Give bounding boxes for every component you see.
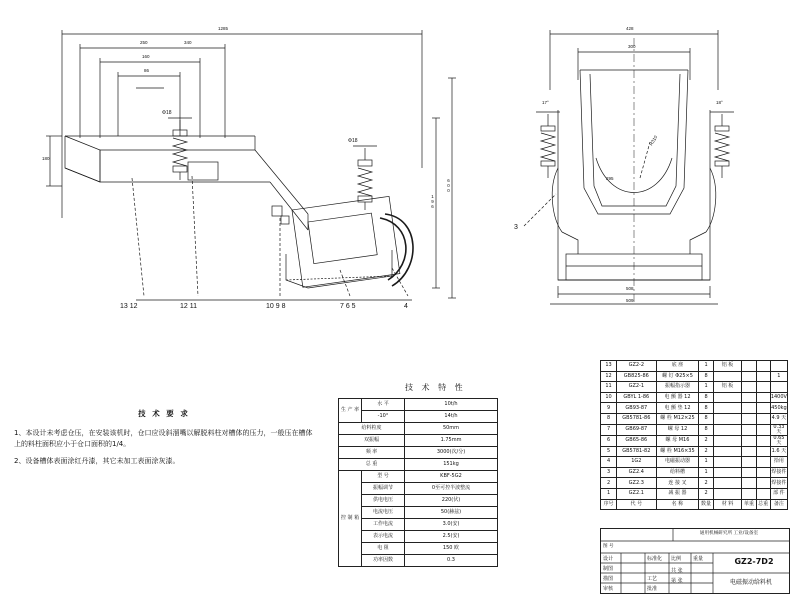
bom-cell-name: 电磁振动器: [656, 457, 699, 468]
tb-cell-process: 工艺: [647, 576, 658, 582]
bom-cell-name: 螺 母 M16: [656, 435, 699, 446]
table-row: [601, 413, 788, 424]
bom-cell-unit: [742, 435, 756, 446]
bom-cell-mat: [713, 435, 742, 446]
bom-cell-total: [756, 413, 770, 424]
tb-cell-sheet-no: 第 张: [671, 578, 683, 584]
spec-value: 0.3: [405, 555, 498, 567]
bom-cell-unit: [742, 382, 756, 393]
balloon-13-12: 13 12: [120, 303, 138, 310]
bom-cell-no: 5: [601, 446, 617, 457]
table-row: [339, 531, 498, 543]
requirement-item-1: 1、本设计未考虑仓压，在安装该机时，仓口应设斜溜嘴以解脱料柱对槽体的压力，一般压在槽体上的料柱面积应小于仓口面积的1/4。: [14, 429, 313, 448]
bom-cell-qty: 8: [699, 403, 713, 414]
bom-cell-qty: 2: [699, 435, 713, 446]
table-row: [339, 459, 498, 471]
dim-r-295: 295: [606, 176, 614, 181]
dim-r-300: 300: [628, 44, 636, 49]
table-row: [339, 435, 498, 447]
dim-right-1: 196: [430, 194, 435, 209]
tb-cell-weight: 重量: [693, 556, 704, 562]
spec-sub: 电流电压: [362, 507, 405, 519]
spec-sub: 总 重: [339, 459, 405, 471]
spec-value: 10t/h: [405, 399, 498, 411]
bom-cell-qty: 2: [699, 478, 713, 489]
bom-cell-qty: 8: [699, 424, 713, 435]
bom-cell-note: 拾用: [770, 457, 787, 468]
hole-label-1: Φ18: [162, 110, 172, 116]
bom-cell-total: [756, 361, 770, 372]
bom-cell-note: 1.6 天: [770, 446, 787, 457]
bom-cell-name: 振幅指示器: [656, 382, 699, 393]
bom-cell-code: GZ2-2: [617, 361, 656, 372]
dim-left-1: 180: [42, 156, 50, 161]
dim-r-radius: R310: [648, 134, 659, 147]
bom-cell-mat: [713, 446, 742, 457]
bom-cell-no: 8: [601, 413, 617, 424]
dim-top-2: 340: [184, 40, 192, 45]
table-row: [339, 543, 498, 555]
tb-cell-scale: 比例: [671, 556, 682, 562]
bom-cell-no: 1: [601, 488, 617, 499]
bom-cell-unit: [742, 392, 756, 403]
bom-header-total: 总重: [756, 499, 770, 510]
bom-cell-name: 电 颤 器 12: [656, 392, 699, 403]
table-row: [339, 507, 498, 519]
institute-name: 通用机械研究所 工业/设备室: [699, 531, 759, 536]
bom-cell-code: GB5781-82: [617, 446, 656, 457]
bom-header-note: 备注: [770, 499, 787, 510]
bom-cell-qty: 1: [699, 457, 713, 468]
dim-top-1: 250: [140, 40, 148, 45]
drawing-main-title: GZ2-7D2: [734, 557, 774, 566]
bom-cell-unit: [742, 361, 756, 372]
table-row: [601, 488, 788, 499]
bom-header-mat: 材 料: [713, 499, 742, 510]
spec-sub: 频 率: [339, 447, 405, 459]
bom-cell-no: 7: [601, 424, 617, 435]
bom-cell-code: GB825-86: [617, 371, 656, 382]
requirements-heading: 技 术 要 求: [138, 409, 190, 418]
bom-cell-unit: [742, 457, 756, 468]
spec-value: 2.5(安): [405, 531, 498, 543]
bom-cell-mat: [713, 413, 742, 424]
spec-value: 50mm: [405, 423, 498, 435]
bom-cell-note: 4.9 天: [770, 413, 787, 424]
bom-cell-mat: 铝 板: [713, 361, 742, 372]
left-view-svg: [40, 18, 470, 318]
spec-sub: 供电电压: [362, 495, 405, 507]
bom-cell-qty: 2: [699, 488, 713, 499]
tb-cell-approve: 批准: [647, 586, 658, 592]
spec-sub: -10°: [362, 411, 405, 423]
bom-cell-mat: 铝 板: [713, 382, 742, 393]
bom-header-row: [601, 499, 788, 510]
bom-cell-note: 1: [770, 371, 787, 382]
spec-sub: 给料粒度: [339, 423, 405, 435]
bom-cell-qty: 1: [699, 382, 713, 393]
spec-value: 150 欧: [405, 543, 498, 555]
bom-cell-name: 底 座: [656, 361, 699, 372]
requirement-item-2: 2、设备槽体表面涂红丹漆，其它未加工表面涂灰漆。: [14, 456, 180, 465]
tech-spec-table: [338, 398, 498, 567]
bom-header-code: 代 号: [617, 499, 656, 510]
bom-cell-name: 电 颤 垫 12: [656, 403, 699, 414]
drawing-sub-title: 电磁振动给料机: [729, 579, 772, 586]
spec-value: 3.0(安): [405, 519, 498, 531]
table-row: [601, 392, 788, 403]
bom-cell-total: [756, 446, 770, 457]
bom-header-name: 名 称: [656, 499, 699, 510]
bom-cell-name: 给料槽: [656, 467, 699, 478]
bom-cell-name: 减 振 器: [656, 488, 699, 499]
dim-r-509: 509: [626, 298, 634, 303]
bom-cell-unit: [742, 478, 756, 489]
spec-sub: 型 号: [362, 471, 405, 483]
table-row: [339, 555, 498, 567]
table-row: [339, 399, 498, 411]
bom-cell-total: [756, 488, 770, 499]
balloon-4: 4: [404, 303, 408, 310]
technical-requirements: [14, 408, 314, 473]
bom-cell-note: 1400V: [770, 392, 787, 403]
table-row: [339, 495, 498, 507]
bom-cell-no: 6: [601, 435, 617, 446]
table-row: [601, 478, 788, 489]
bom-cell-unit: [742, 413, 756, 424]
spec-value: 0至可控半波整流: [405, 483, 498, 495]
table-row: [601, 382, 788, 393]
bom-cell-name: 螺 钉 Φ25×5: [656, 371, 699, 382]
bom-cell-name: 螺 栓 M12×25: [656, 413, 699, 424]
tb-cell-trace: 描图: [603, 576, 614, 582]
tb-cell-design: 设计: [603, 556, 614, 562]
bom-cell-code: GB93-87: [617, 403, 656, 414]
balloon-12-11: 12 11: [180, 303, 197, 310]
spec-value: 3000(次/分): [405, 447, 498, 459]
bom-cell-unit: [742, 488, 756, 499]
table-row: [339, 519, 498, 531]
bom-cell-total: [756, 382, 770, 393]
table-row: [601, 457, 788, 468]
bom-cell-no: 4: [601, 457, 617, 468]
tb-cell-check: 审核: [603, 586, 614, 592]
table-row: [601, 435, 788, 446]
bom-cell-note: 0.33 天: [770, 424, 787, 435]
table-row: [601, 361, 788, 372]
spec-value: 1.75mm: [405, 435, 498, 447]
drawing-no-label: 图 号: [603, 544, 614, 549]
bom-cell-no: 9: [601, 403, 617, 414]
bom-cell-qty: 2: [699, 446, 713, 457]
bom-cell-note: 0.65 天: [770, 435, 787, 446]
bom-cell-mat: [713, 488, 742, 499]
bom-cell-code: GB65-86: [617, 435, 656, 446]
bom-cell-total: [756, 467, 770, 478]
right-view-svg: [500, 18, 770, 318]
bom-cell-note: 450kg: [770, 403, 787, 414]
spec-sub: 振幅调节: [362, 483, 405, 495]
bom-cell-name: 螺 母 12: [656, 424, 699, 435]
balloon-r-3: 3: [514, 224, 518, 231]
balloon-7-6-5: 7 6 5: [340, 303, 356, 310]
bom-cell-unit: [742, 467, 756, 478]
table-row: [601, 424, 788, 435]
bom-cell-mat: [713, 478, 742, 489]
bom-cell-total: [756, 392, 770, 403]
spec-value: KBF-5G2: [405, 471, 498, 483]
bom-cell-no: 10: [601, 392, 617, 403]
bom-cell-no: 2: [601, 478, 617, 489]
bom-cell-name: 螺 栓 M16×35: [656, 446, 699, 457]
bom-header-no: 序号: [601, 499, 617, 510]
bom-cell-code: GB69-87: [617, 424, 656, 435]
spec-sub: 功率因数: [362, 555, 405, 567]
spec-sub: 双振幅: [339, 435, 405, 447]
dim-r-508: 508: [626, 286, 634, 291]
tb-cell-sheets: 共 张: [671, 568, 683, 574]
bom-cell-no: 11: [601, 382, 617, 393]
bom-cell-note: 部 件: [770, 488, 787, 499]
title-block: [600, 528, 790, 594]
spec-value: 50(赫兹): [405, 507, 498, 519]
tb-cell-draw: 制图: [603, 566, 614, 572]
table-row: [601, 403, 788, 414]
spec-sub: 工作电流: [362, 519, 405, 531]
spec-sub: 水 平: [362, 399, 405, 411]
bom-cell-no: 12: [601, 371, 617, 382]
spec-value: 220(伏): [405, 495, 498, 507]
bom-cell-code: GZ2.3: [617, 478, 656, 489]
dim-overall: 1285: [218, 26, 229, 31]
bom-cell-code: GB5781-86: [617, 413, 656, 424]
bom-cell-qty: 8: [699, 413, 713, 424]
bom-cell-no: 3: [601, 467, 617, 478]
bom-cell-mat: [713, 424, 742, 435]
table-row: [601, 371, 788, 382]
bom-cell-mat: [713, 467, 742, 478]
hole-label-2: Φ18: [348, 138, 358, 144]
table-row: [601, 467, 788, 478]
bom-cell-total: [756, 371, 770, 382]
spec-value: 14t/h: [405, 411, 498, 423]
bill-of-materials: [600, 360, 788, 510]
bom-cell-total: [756, 457, 770, 468]
dim-inner-1: 160: [142, 54, 150, 59]
dim-r-angle-2: 18°: [716, 100, 723, 105]
bom-cell-note: 焊接件: [770, 467, 787, 478]
spec-group: 生 产 率: [339, 399, 362, 423]
table-row: [339, 483, 498, 495]
bom-cell-total: [756, 478, 770, 489]
bom-cell-name: 连 接 叉: [656, 478, 699, 489]
spec-sub: 表示电流: [362, 531, 405, 543]
dim-r-428: 428: [626, 26, 634, 31]
bom-cell-note: [770, 361, 787, 372]
right-section-view: [500, 18, 770, 318]
bom-cell-unit: [742, 371, 756, 382]
tech-spec-title: 技 术 特 性: [405, 383, 466, 392]
bom-cell-unit: [742, 424, 756, 435]
bom-cell-qty: 8: [699, 371, 713, 382]
table-row: [339, 447, 498, 459]
bom-cell-unit: [742, 403, 756, 414]
bom-cell-total: [756, 403, 770, 414]
bom-cell-qty: 8: [699, 392, 713, 403]
bom-cell-unit: [742, 446, 756, 457]
bom-cell-total: [756, 435, 770, 446]
bom-header-unit: 单重: [742, 499, 756, 510]
left-elevation-view: [40, 18, 470, 318]
table-row: [601, 446, 788, 457]
spec-sub: 电 阻: [362, 543, 405, 555]
bom-cell-mat: [713, 403, 742, 414]
bom-cell-no: 13: [601, 361, 617, 372]
bom-cell-total: [756, 424, 770, 435]
bom-cell-code: GBYL 1-86: [617, 392, 656, 403]
spec-value: 151kg: [405, 459, 498, 471]
bom-cell-mat: [713, 392, 742, 403]
table-row: [339, 471, 498, 483]
bom-header-qty: 数量: [699, 499, 713, 510]
bom-cell-code: 1G2: [617, 457, 656, 468]
bom-cell-code: GZ2.4: [617, 467, 656, 478]
dim-inner-2: 86: [144, 68, 150, 73]
spec-group: 控 制 箱: [339, 471, 362, 567]
table-row: [339, 411, 498, 423]
bom-cell-qty: 1: [699, 467, 713, 478]
bom-cell-code: GZ2.1: [617, 488, 656, 499]
bom-cell-qty: 1: [699, 361, 713, 372]
bom-cell-mat: [713, 371, 742, 382]
bom-cell-mat: [713, 457, 742, 468]
bom-cell-note: [770, 382, 787, 393]
balloon-10-9-8: 10 9 8: [266, 303, 286, 310]
dim-right-2: 600: [446, 178, 451, 193]
bom-cell-note: 焊接件: [770, 478, 787, 489]
table-row: [339, 423, 498, 435]
tb-cell-standard: 标准化: [647, 556, 663, 562]
dim-r-angle-1: 17°: [542, 100, 549, 105]
bom-cell-code: GZ2-1: [617, 382, 656, 393]
